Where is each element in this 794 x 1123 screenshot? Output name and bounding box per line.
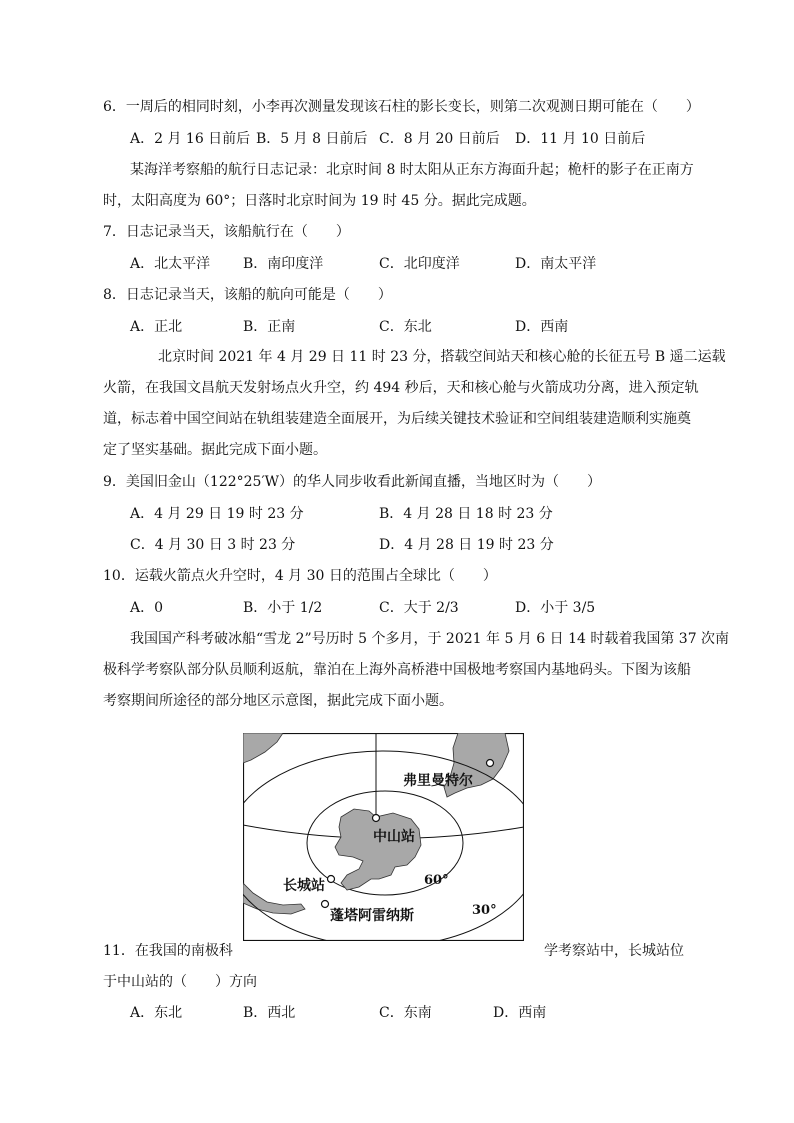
- passage-ship-line2: 时，太阳高度为 60°；日落时北京时间为 19 时 45 分。据此完成题。: [103, 193, 536, 209]
- q7-option-b[interactable]: B．南印度洋: [243, 256, 324, 272]
- antarctic-route-map: [243, 733, 524, 941]
- q11-stem-part2: 学考察站中，长城站位: [544, 943, 684, 959]
- q10-option-b[interactable]: B．小于 1/2: [243, 600, 323, 616]
- q11-option-c[interactable]: C．东南: [379, 1005, 432, 1021]
- passage-xuelong-line1: 我国国产科考破冰船“雪龙 2”号历时 5 个多月，于 2021 年 5 月 6 日 14 时载着我国第 37 次南: [130, 631, 730, 647]
- q11-option-a[interactable]: A．东北: [130, 1005, 183, 1021]
- label-changcheng: 长城站: [283, 878, 325, 894]
- q6-option-b[interactable]: B．5 月 8 日前后: [256, 131, 368, 147]
- q9-option-b[interactable]: B．4 月 28 日 18 时 23 分: [379, 506, 553, 522]
- passage-rocket-line2: 火箭，在我国文昌航天发射场点火升空，约 494 秒后，天和核心舱与火箭成功分离，进入预定轨: [103, 380, 699, 396]
- q11-option-d[interactable]: D．西南: [493, 1005, 547, 1021]
- q6-option-a[interactable]: A．2 月 16 日前后: [130, 131, 251, 147]
- q7-option-a[interactable]: A．北太平洋: [130, 256, 211, 272]
- q7-option-d[interactable]: D．南太平洋: [515, 256, 597, 272]
- q11-stem-part1: 11．在我国的南极科: [103, 943, 233, 959]
- label-zhongshan: 中山站: [373, 829, 415, 845]
- q10-option-a[interactable]: A．0: [130, 600, 164, 616]
- punta-arenas-marker: [322, 901, 329, 908]
- changcheng-marker: [328, 876, 335, 883]
- q10-stem: 10．运载火箭点火升空时，4 月 30 日的范围占全球比（ ）: [103, 568, 497, 584]
- q11-stem-line2: 于中山站的（ ）方向: [103, 974, 257, 990]
- passage-ship-line1: 某海洋考察船的航行日志记录：北京时间 8 时太阳从正东方海面升起；桅杆的影子在正南方: [130, 162, 694, 178]
- q10-option-c[interactable]: C．大于 2/3: [379, 600, 459, 616]
- map-svg: [243, 733, 524, 941]
- q7-option-c[interactable]: C．北印度洋: [379, 256, 460, 272]
- passage-xuelong-line3: 考察期间所途径的部分地区示意图，据此完成下面小题。: [103, 693, 453, 709]
- label-fremantle: 弗里曼特尔: [403, 773, 473, 789]
- q9-option-a[interactable]: A．4 月 29 日 19 时 23 分: [130, 506, 304, 522]
- q6-option-d[interactable]: D．11 月 10 日前后: [515, 131, 646, 147]
- q9-option-c[interactable]: C．4 月 30 日 3 时 23 分: [130, 537, 296, 553]
- q9-option-d[interactable]: D．4 月 28 日 19 时 23 分: [379, 537, 554, 553]
- label-60-degree: 60°: [424, 873, 449, 888]
- q8-stem: 8．日志记录当天，该船的航向可能是（ ）: [103, 287, 392, 303]
- q9-stem: 9．美国旧金山（122°25′W）的华人同步收看此新闻直播，当地区时为（ ）: [103, 474, 602, 490]
- q8-option-a[interactable]: A．正北: [130, 319, 183, 335]
- passage-rocket-line1: 北京时间 2021 年 4 月 29 日 11 时 23 分，搭载空间站天和核心舱的长征五号 B 遥二运载: [158, 349, 726, 365]
- passage-rocket-line3: 道，标志着中国空间站在轨组装建造全面展开，为后续关键技术验证和空间组装建造顺利实施奠: [103, 411, 691, 427]
- q8-option-d[interactable]: D．西南: [515, 319, 569, 335]
- fremantle-marker: [487, 760, 494, 767]
- q7-stem: 7．日志记录当天，该船航行在（ ）: [103, 224, 350, 240]
- q8-option-b[interactable]: B．正南: [243, 319, 296, 335]
- q6-option-c[interactable]: C．8 月 20 日前后: [379, 131, 500, 147]
- q8-option-c[interactable]: C．东北: [379, 319, 432, 335]
- label-punta-arenas: 蓬塔阿雷纳斯: [330, 908, 414, 924]
- q10-option-d[interactable]: D．小于 3/5: [515, 600, 596, 616]
- passage-xuelong-line2: 极科学考察队部分队员顺利返航，靠泊在上海外高桥港中国极地考察国内基地码头。下图为该船: [103, 662, 691, 678]
- passage-rocket-line4: 定了坚实基础。据此完成下面小题。: [103, 442, 327, 458]
- q11-option-b[interactable]: B．西北: [243, 1005, 296, 1021]
- q6-stem: 6．一周后的相同时刻，小李再次测量发现该石柱的影长变长，则第二次观测日期可能在（ ）: [103, 99, 700, 115]
- label-30-degree: 30°: [472, 903, 497, 918]
- fremantle-zhongshan-marker: [373, 815, 380, 822]
